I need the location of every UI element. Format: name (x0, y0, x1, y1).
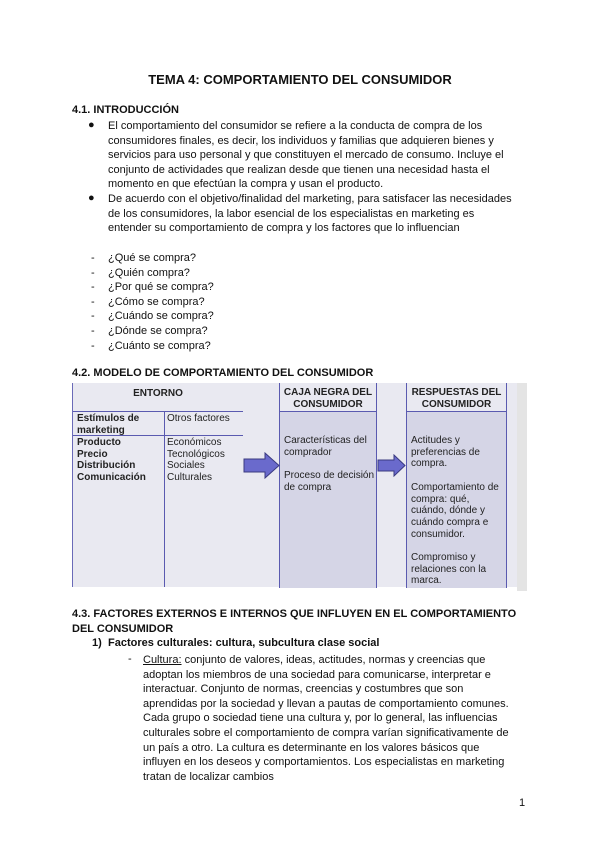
section-heading-intro: 4.1. INTRODUCCIÓN (72, 104, 179, 116)
dash-icon: - (91, 252, 95, 264)
dash-icon: - (91, 295, 95, 308)
entorno-header: ENTORNO (133, 388, 183, 399)
item-number: 1) (92, 637, 102, 649)
cultura-paragraph (143, 653, 518, 784)
question-item: ¿Por qué se compra? (108, 281, 214, 294)
question-item: ¿Cuánto se compra? (108, 339, 211, 352)
dash-icon: - (91, 310, 95, 323)
respuestas-text: Actitudes y preferencias de compra. Comportamiento de compra: qué, cuándo, dónde y cuándo compra e consumidor. Compromiso y relaciones con la marca. (411, 435, 499, 587)
bullet-icon: ● (88, 119, 95, 131)
bullet-text: De acuerdo con el objetivo/finalidad del marketing, para satisfacer las necesidades de los consumidores, la labor esencial de los especialistas en marketing es entender su comportamiento de compra y los factores que lo influencian (108, 193, 512, 235)
item-title: Factores culturales: cultura, subcultura clase social (108, 637, 380, 649)
dash-icon: - (128, 653, 132, 665)
caja-negra-header: CAJA NEGRA DEL CONSUMIDOR (283, 387, 373, 410)
estimulos-list: Producto Precio Distribución Comunicación (77, 437, 146, 484)
dash-icon: - (91, 281, 95, 294)
cultura-text: conjunto de valores, ideas, actitudes, normas y creencias que adoptan los miembros de una sociedad para comunicarse, interpretar e interactuar. Conjunto de normas, creencias y costumbres que son aprendidas por la sociedad y llevan a pautas de comportamiento comunes. Cada grupo o sociedad tiene una cultura y, por lo general, las influencias culturales sobre el comportamiento de compra varían significativamente de un país a otro. La cultura es determinante en los valores básicos que influyen en los deseos y comportamientos. Los especialistas en marketing tratan de localizar cambios (143, 654, 509, 783)
scroll-edge (517, 383, 527, 591)
section-heading-model: 4.2. MODELO DE COMPORTAMIENTO DEL CONSUMIDOR (72, 367, 374, 379)
otros-list: Económicos Tecnológicos Sociales Culturales (167, 437, 225, 484)
dash-icon: - (91, 325, 95, 337)
estimulos-header: Estímulos de marketing (77, 413, 140, 436)
dash-icon: - (91, 266, 95, 279)
question-item: ¿Qué se compra? (108, 252, 197, 264)
respuestas-header: RESPUESTAS DEL CONSUMIDOR (411, 387, 502, 410)
arrow-right-icon (243, 452, 280, 479)
arrow-right-icon (377, 454, 406, 477)
page-title: TEMA 4: COMPORTAMIENTO DEL CONSUMIDOR (148, 72, 452, 87)
cultura-label: Cultura: (143, 654, 182, 666)
question-item: ¿Quién compra? (108, 266, 190, 279)
consumer-behavior-model-diagram (72, 383, 518, 587)
dash-icon: - (91, 339, 95, 352)
question-item: ¿Cómo se compra? (108, 295, 205, 308)
otros-header: Otros factores (167, 413, 230, 424)
caja-negra-text: Características del comprador Proceso de decisión de compra (284, 435, 375, 493)
bullet-text: El comportamiento del consumidor se refiere a la conducta de compra de los consumidores finales, es decir, los individuos y familias que adquieren bienes y servicios para uso personal y que constituyen el mercado de consumo. Incluye el conjunto de actividades que realizan desde que tienen una necesidad hasta el momento en que efectúan la compra y usan el producto. (108, 120, 504, 191)
bullet-icon: ● (88, 192, 95, 204)
page-number: 1 (519, 797, 526, 809)
question-item: ¿Dónde se compra? (108, 325, 208, 337)
question-item: ¿Cuándo se compra? (108, 310, 214, 323)
section-heading-factors: 4.3. FACTORES EXTERNOS E INTERNOS QUE INFLUYEN EN EL COMPORTAMIENTO DEL CONSUMIDOR (72, 608, 517, 635)
